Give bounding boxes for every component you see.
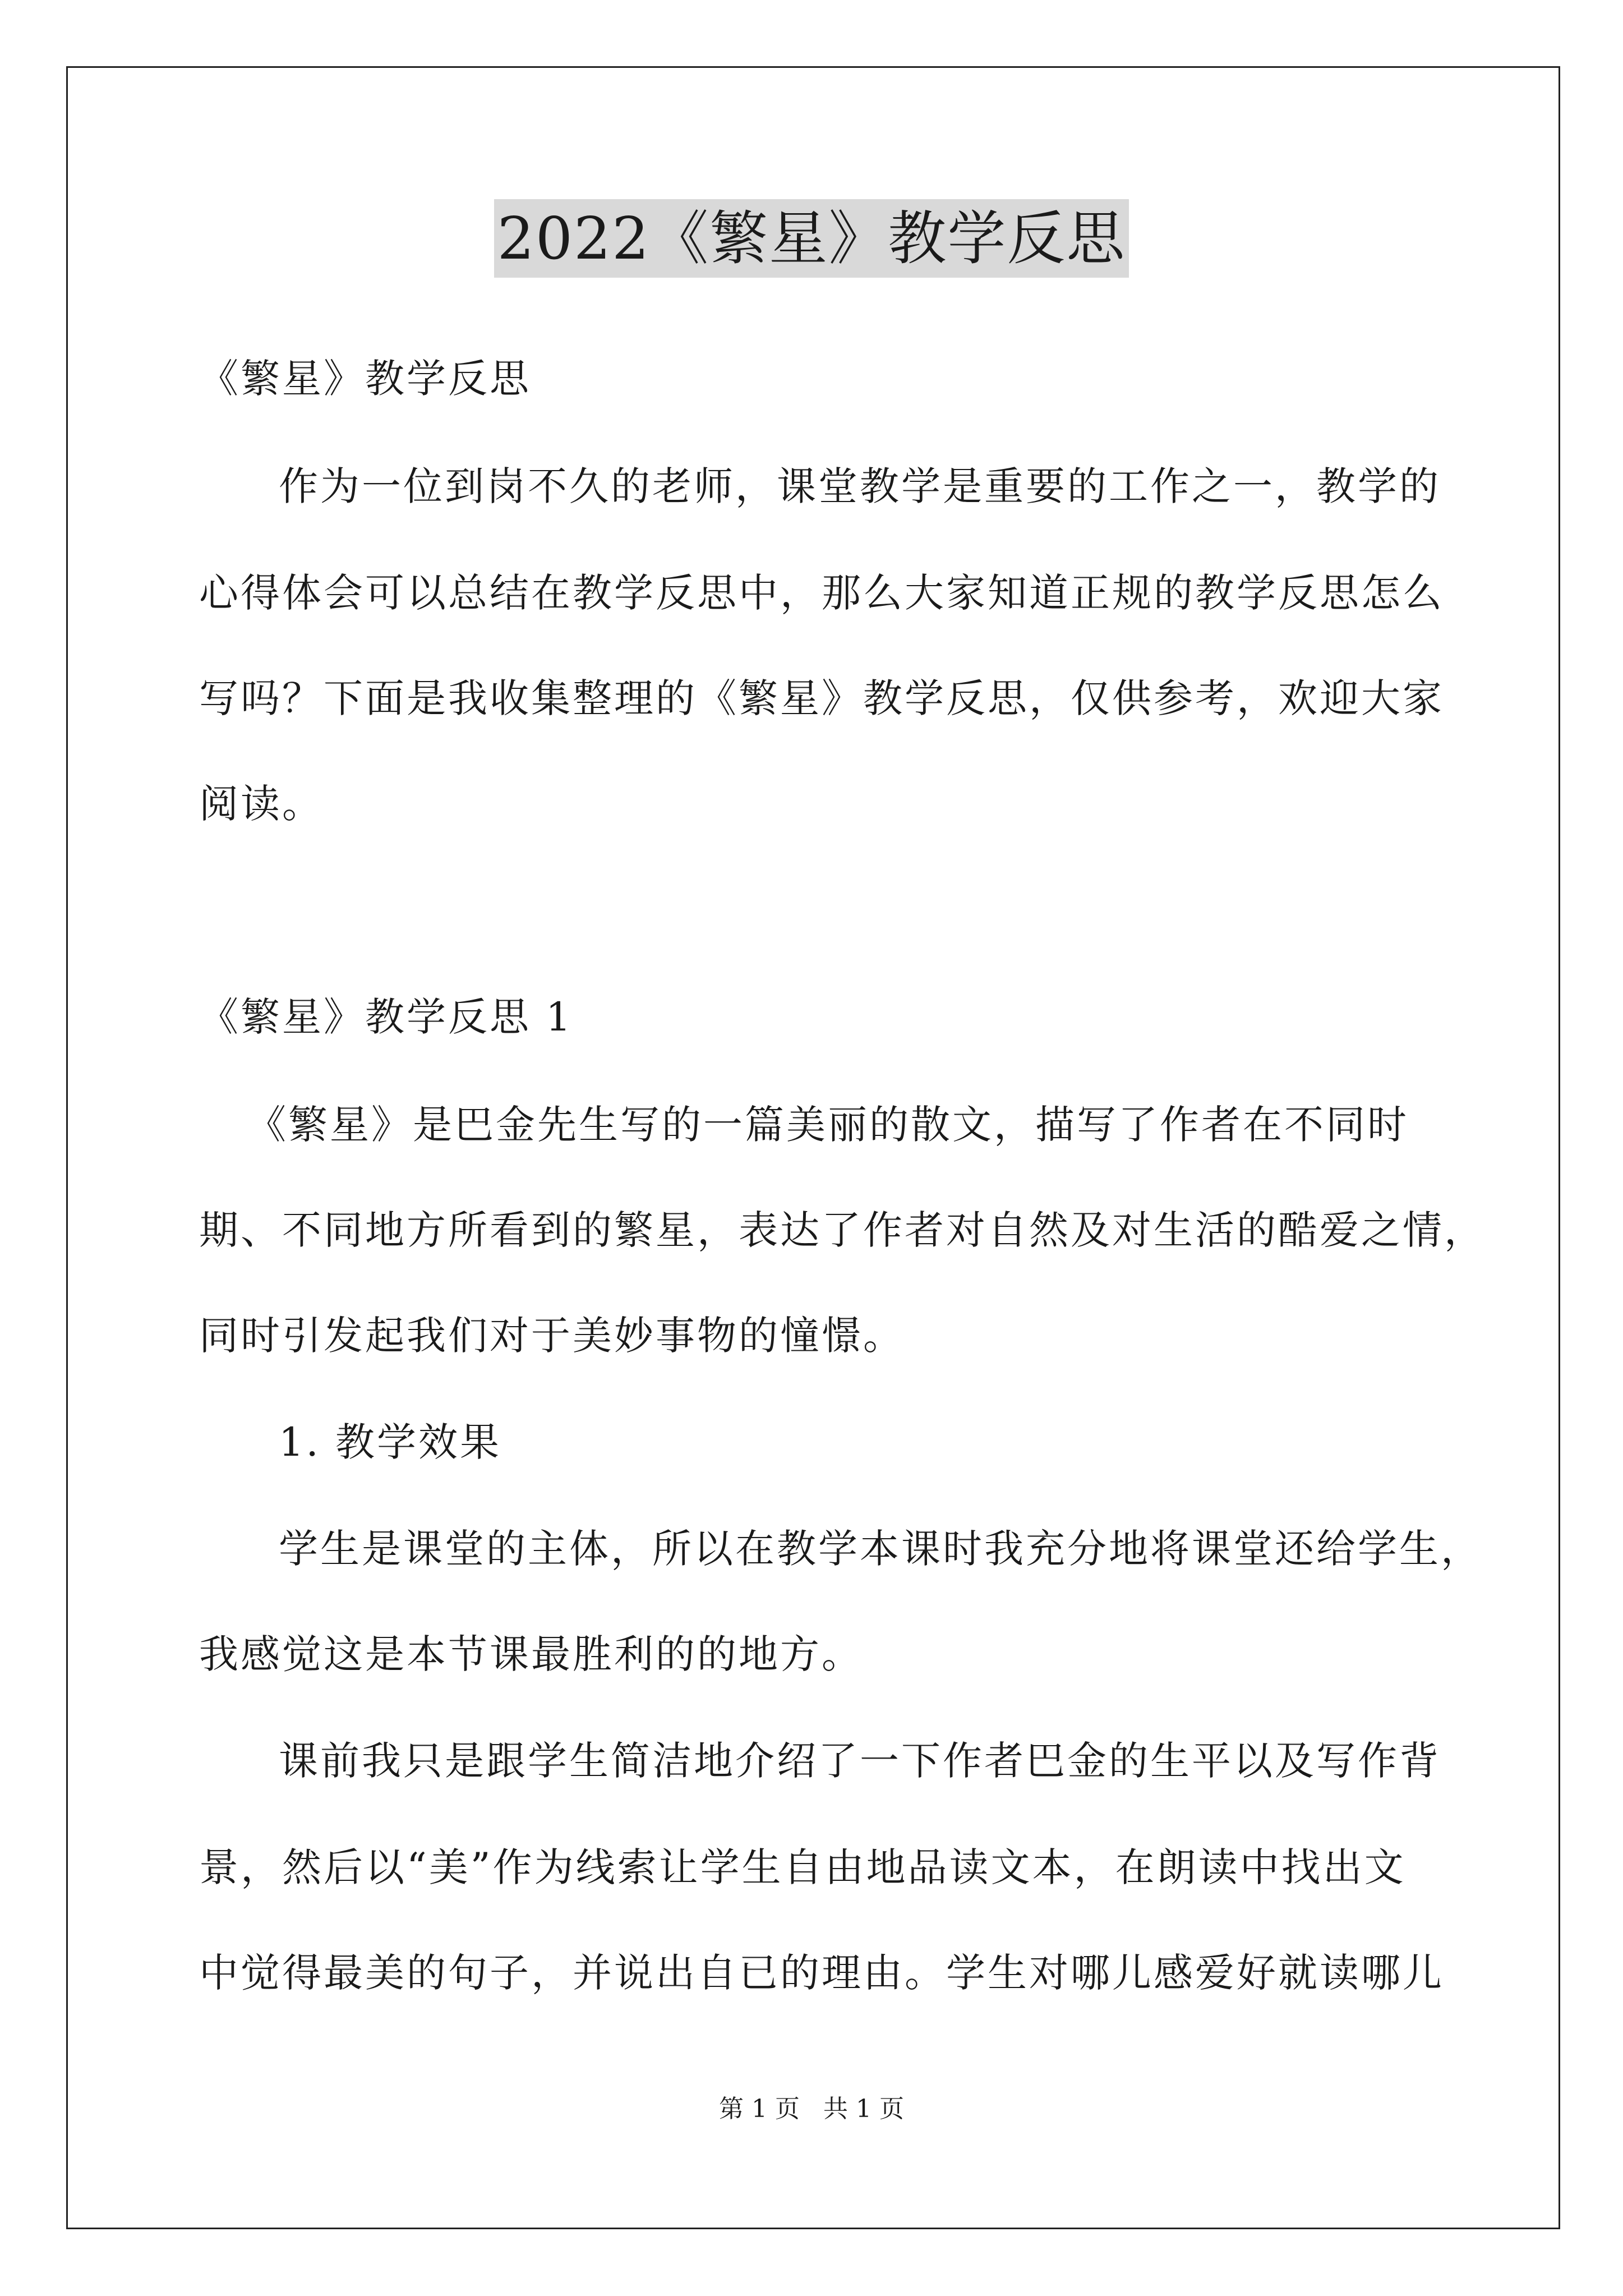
paragraph-line: 阅读。 — [199, 781, 324, 827]
paragraph-line: 课前我只是跟学生简洁地介绍了一下作者巴金的生平以及写作背 — [279, 1738, 1441, 1784]
page-number: 第 1 页 — [719, 2095, 800, 2123]
paragraph-line: 学生是课堂的主体，所以在教学本课时我充分地将课堂还给学生， — [279, 1526, 1482, 1572]
document-title: 2022《繁星》教学反思 — [494, 199, 1129, 278]
list-heading: 1. 教学效果 — [279, 1419, 502, 1465]
paragraph-line: 我感觉这是本节课最胜利的的地方。 — [199, 1631, 863, 1677]
paragraph-line: 中觉得最美的句子，并说出自已的理由。学生对哪儿感爱好就读哪儿 — [199, 1950, 1444, 1996]
page-footer — [0, 2092, 1623, 2126]
paragraph-line: 作为一位到岗不久的老师，课堂教学是重要的工作之一，教学的 — [279, 463, 1441, 509]
paragraph-line: 景，然后以“美”作为线索让学生自由地品读文本，在朗读中找出文 — [199, 1844, 1406, 1890]
paragraph-line: 《繁星》是巴金先生写的一篇美丽的散文，描写了作者在不同时 — [247, 1102, 1409, 1148]
subtitle: 《繁星》教学反思 — [199, 356, 531, 402]
paragraph-line: 期、不同地方所看到的繁星，表达了作者对自然及对生活的酷爱之情， — [199, 1207, 1486, 1253]
paragraph-line: 心得体会可以总结在教学反思中，那么大家知道正规的教学反思怎么 — [199, 570, 1444, 616]
section-heading: 《繁星》教学反思 1 — [199, 994, 573, 1040]
title-container — [0, 199, 1623, 278]
page-total: 共 1 页 — [823, 2095, 904, 2123]
paragraph-line: 写吗？下面是我收集整理的《繁星》教学反思，仅供参考，欢迎大家 — [199, 675, 1444, 721]
paragraph-line: 同时引发起我们对于美妙事物的憧憬。 — [199, 1313, 905, 1359]
